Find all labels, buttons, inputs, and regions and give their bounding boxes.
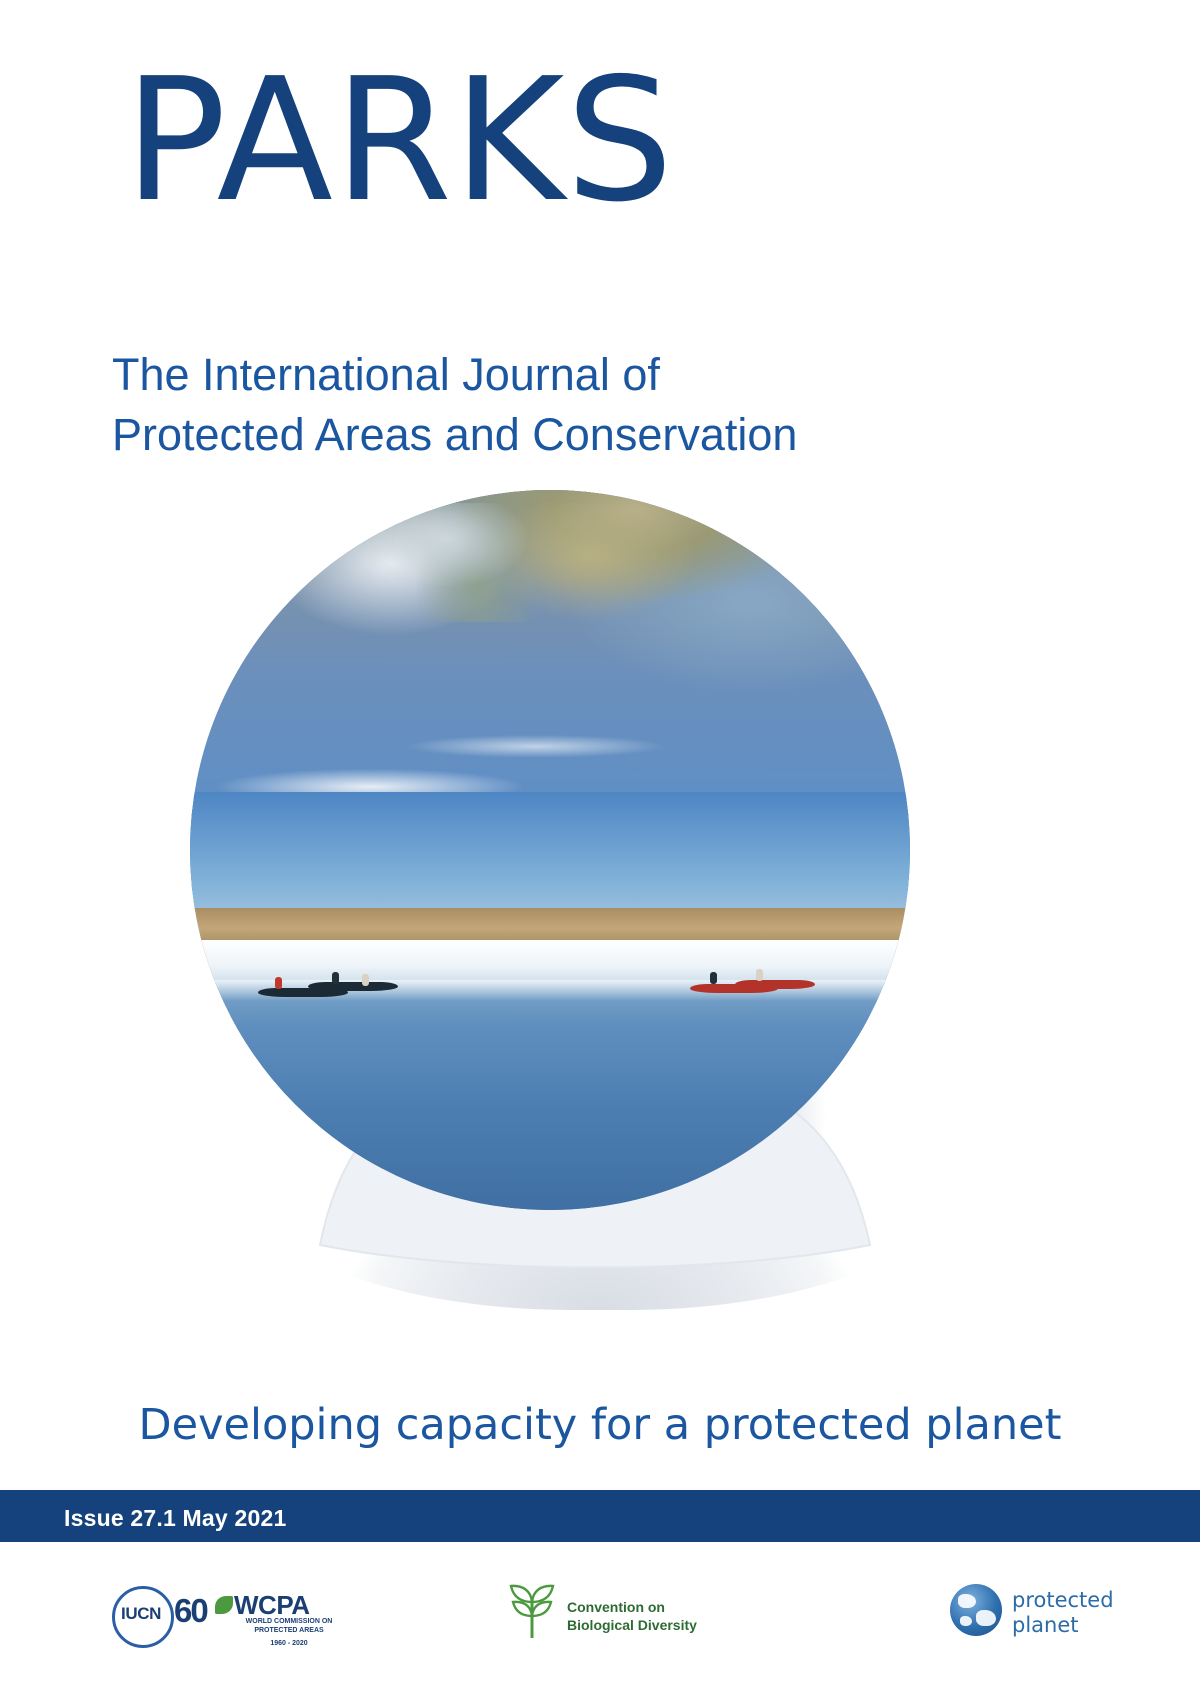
subtitle-line-1: The International Journal of xyxy=(112,349,660,400)
cbd-wordmark xyxy=(567,1598,697,1634)
cbd-logo xyxy=(505,1578,705,1648)
page-title: PARKS xyxy=(124,42,675,240)
journal-subtitle xyxy=(112,345,1012,466)
protected-planet-wordmark xyxy=(1012,1588,1114,1638)
iucn-anniversary-number: 60 xyxy=(174,1592,207,1629)
cbd-line-1: Convention on xyxy=(567,1599,665,1615)
leaf-icon xyxy=(215,1596,233,1614)
iucn-wcpa-logo xyxy=(112,1578,333,1648)
cbd-line-2: Biological Diversity xyxy=(567,1617,697,1634)
cover-artwork xyxy=(150,490,1050,1320)
pp-line-1: protected xyxy=(1012,1588,1114,1612)
globe-icon xyxy=(950,1584,1002,1636)
wcpa-full-name: WORLD COMMISSION ON PROTECTED AREAS xyxy=(245,1618,333,1635)
paddler-1 xyxy=(275,977,282,989)
paddler-5 xyxy=(756,969,763,981)
paddler-2 xyxy=(332,972,339,984)
canoe-red-2 xyxy=(735,980,815,989)
ice-shelf xyxy=(190,940,910,983)
iucn-acronym: IUCN xyxy=(121,1604,161,1623)
globe-image xyxy=(190,490,910,1210)
subtitle-line-2: Protected Areas and Conservation xyxy=(112,409,798,461)
protected-planet-logo xyxy=(950,1580,1170,1646)
cbd-leaf-icon xyxy=(505,1582,559,1640)
issue-label: Issue 27.1 May 2021 xyxy=(64,1505,287,1531)
cover-strapline: Developing capacity for a protected planet xyxy=(138,1400,1062,1450)
paddler-4 xyxy=(710,972,717,984)
paddler-3 xyxy=(362,974,369,986)
canoe-dark-2 xyxy=(308,982,398,991)
issue-bar xyxy=(0,1490,1200,1542)
wcpa-acronym: WCPA xyxy=(234,1590,310,1620)
logo-strip xyxy=(0,1570,1200,1680)
landmass xyxy=(320,503,738,622)
pp-line-2: planet xyxy=(1012,1612,1079,1637)
wcpa-years: 1960 - 2020 xyxy=(270,1640,308,1647)
water-surface xyxy=(190,980,910,1210)
